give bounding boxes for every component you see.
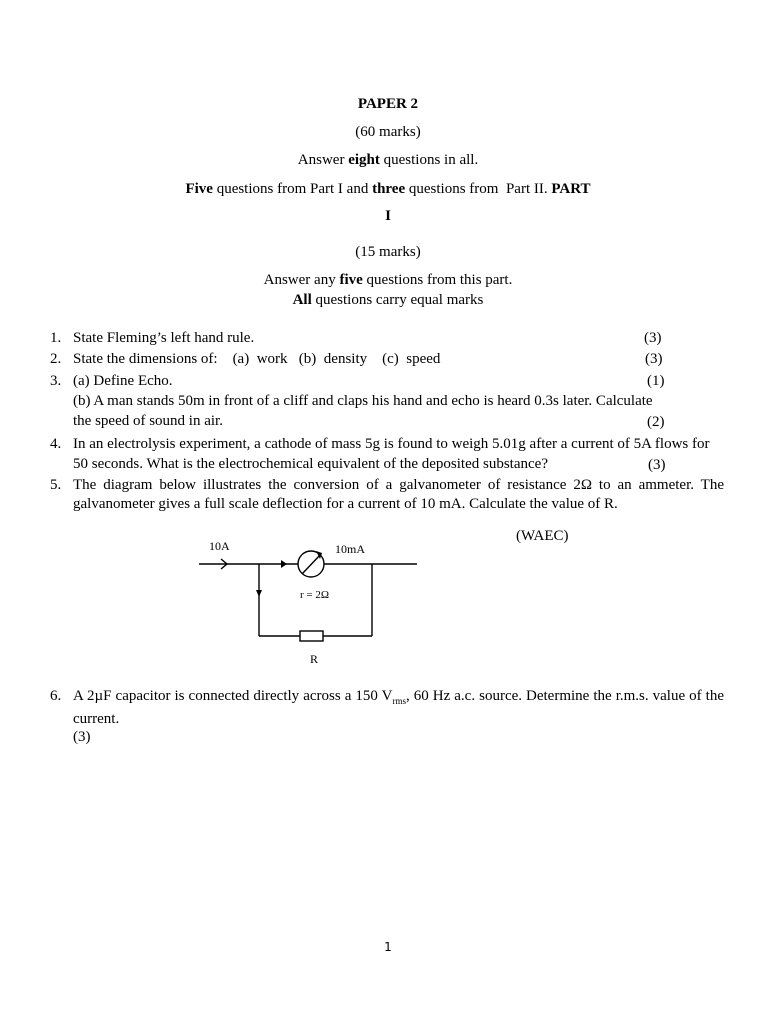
label-galvanometer-current: 10mA [335, 542, 365, 556]
instruction-equal-marks [0, 292, 768, 309]
instruction-answer-five [0, 272, 768, 289]
part-marks: (15 marks) [355, 244, 421, 260]
resistor-r-symbol [300, 631, 323, 641]
part-heading: I [385, 208, 391, 224]
question-2 [50, 349, 724, 369]
question-6-text-b: , 60 Hz a.c. source. Determine the r.m.s. value of the current. [73, 688, 724, 727]
label-input-current: 10A [209, 539, 230, 553]
instr1-text-c: questions in all. [379, 152, 479, 168]
question-3b-marks: (2) [647, 414, 665, 430]
question-marks: (3) [73, 729, 91, 745]
question-text: State the dimensions of: (a) work (b) density (c) speed [73, 351, 441, 367]
instruction-answer-eight [0, 152, 768, 169]
instr3-text-c: questions from this part. [362, 272, 513, 288]
question-4 [50, 434, 724, 474]
paper-title: PAPER 2 [357, 96, 419, 112]
question-6-subscript: rms [392, 696, 406, 706]
label-resistor: R [310, 652, 319, 666]
question-marks: (3) [648, 457, 666, 473]
question-5 [50, 476, 724, 514]
page-number: 1 [384, 940, 392, 954]
question-3b-line1: (b) A man stands 50m in front of a cliff and claps his hand and echo is heard 0.3s later. Calculate [73, 393, 653, 409]
question-text: State Fleming’s left hand rule. [73, 330, 255, 346]
paper-marks: (60 marks) [355, 124, 421, 140]
instr2-text-b: questions from Part I and [212, 181, 373, 197]
question-4-line2: 50 seconds. What is the electrochemical equivalent of the deposited substance? [73, 456, 548, 472]
instr1-bold: eight [348, 152, 380, 168]
instr2-bold-part: PART [551, 181, 591, 197]
galvanometer-circuit-diagram [195, 530, 435, 675]
question-number: 1. [50, 330, 62, 346]
question-number: 5. [50, 477, 62, 493]
question-number: 6. [50, 688, 62, 704]
question-6-text-a: A 2µF capacitor is connected directly across a 150 V [73, 688, 393, 704]
question-number: 4. [50, 436, 62, 452]
label-galvanometer-resistance: r = 2Ω [300, 589, 330, 601]
question-number: 3. [50, 373, 62, 389]
current-arrow-icon [281, 560, 287, 568]
instr3-bold: five [339, 272, 363, 288]
instr1-text-a: Answer [297, 152, 349, 168]
galvanometer-needle [302, 554, 321, 574]
question-marks: (3) [645, 351, 663, 367]
instruction-parts [0, 181, 768, 198]
question-text [73, 687, 724, 728]
instr4-bold: All [292, 292, 312, 308]
question-3a-text: (a) Define Echo. [73, 373, 173, 389]
instr2-text-d: questions from Part II. [405, 181, 552, 197]
question-3a-marks: (1) [647, 373, 665, 389]
question-5-source: (WAEC) [516, 528, 569, 544]
question-text: The diagram below illustrates the conversion of a galvanometer of resistance 2Ω to an ammeter. The galvanometer gives a full scale deflection for a current of 10 mA. Calculate the value of R. [73, 477, 724, 512]
shunt-arrow-icon [256, 590, 262, 597]
instr2-bold-five: Five [185, 181, 213, 197]
question-1 [50, 328, 724, 348]
question-3b-line2: the speed of sound in air. [73, 413, 223, 429]
question-4-line1: In an electrolysis experiment, a cathode of mass 5g is found to weigh 5.01g after a current of 5A flows for [73, 436, 710, 452]
instr2-bold-three: three [372, 181, 406, 197]
question-marks: (3) [644, 330, 662, 346]
question-6 [50, 687, 724, 746]
instr4-text-b: questions carry equal marks [311, 292, 484, 308]
question-number: 2. [50, 351, 62, 367]
question-3 [50, 371, 724, 431]
instr3-text-a: Answer any [263, 272, 340, 288]
